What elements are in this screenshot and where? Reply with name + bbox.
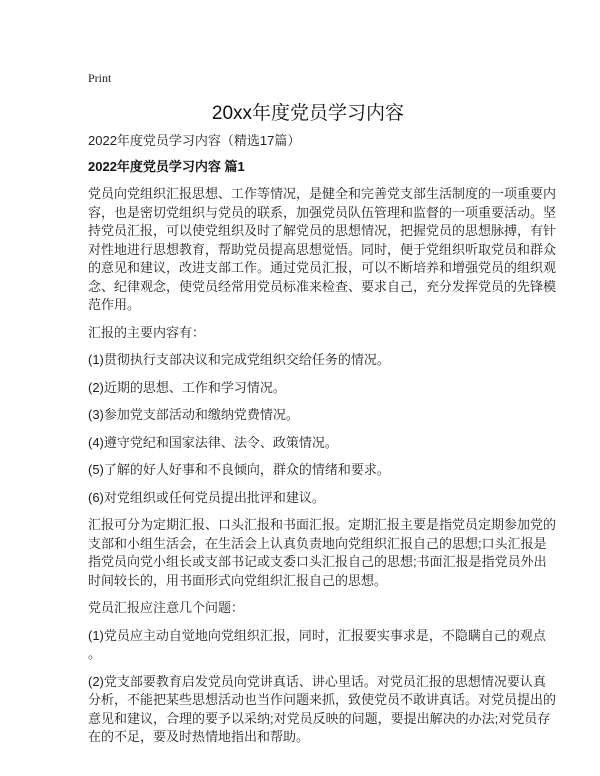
paragraph-line: 汇报可分为定期汇报、口头汇报和书面汇报。定期汇报主要是指党员定期参加党的 xyxy=(88,517,557,532)
paragraph-line: 的意见和建议，改进支部工作。通过党员汇报，可以不断培养和增强党员的组织观 xyxy=(88,260,557,275)
document-body xyxy=(88,185,557,747)
paragraph-line: (2)党支部要教育启发党员向党讲真话、讲心里话。对党员汇报的思想情况要认真 xyxy=(88,673,546,689)
paragraph xyxy=(88,627,546,664)
paragraph-line: 持党员汇报，可以使党组织及时了解党员的思想情况，把握党员的思想脉搏，有针 xyxy=(88,223,557,238)
paragraph-line: 支部和小组生活会，在生活会上认真负责地向党组织汇报自己的思想;口头汇报是 xyxy=(88,535,547,551)
paragraph-line: 念、纪律观念，使党员经常用党员标准来检查、要求自己，充分发挥党员的先锋模 xyxy=(88,278,557,294)
paragraph xyxy=(88,351,528,370)
section-heading: 2022年度党员学习内容 篇1 xyxy=(88,159,245,174)
paragraph-line: (1)贯彻执行支部决议和完成党组织交给任务的情况。 xyxy=(88,352,390,367)
paragraph-line: (3)参加党支部活动和缴纳党费情况。 xyxy=(88,407,299,422)
paragraph-line: 范作用。 xyxy=(88,297,141,312)
paragraph xyxy=(88,673,557,747)
paragraph-line: 意见和建议，合理的要予以采纳;对党员反映的问题，要提出解决的办法;对党员存 xyxy=(88,710,551,726)
paragraph xyxy=(88,461,528,480)
paragraph-line: 容，也是密切党组织与党员的联系，加强党员队伍管理和监督的一项重要活动。坚 xyxy=(88,204,557,220)
document-page xyxy=(88,70,557,747)
paragraph xyxy=(88,324,528,343)
paragraph-line: 时间较长的，用书面形式向党组织汇报自己的思想。 xyxy=(88,572,388,588)
paragraph-line: 汇报的主要内容有： xyxy=(88,324,206,340)
paragraph-line: 。 xyxy=(88,646,102,661)
paragraph-line: (6)对党组织或任何党员提出批评和建议。 xyxy=(88,489,325,505)
paragraph-line: (4)遵守党纪和国家法律、法令、政策情况。 xyxy=(88,434,338,450)
paragraph xyxy=(88,489,528,508)
paragraph xyxy=(88,516,557,590)
paragraph-line: 在的不足，要及时热情地指出和帮助。 xyxy=(88,729,310,744)
paragraph-line: (2)近期的思想、工作和学习情况。 xyxy=(88,379,286,395)
document-subtitle: 2022年度党员学习内容（精选17篇） xyxy=(88,133,301,148)
paragraph-line: (1)党员应主动自觉地向党组织汇报，同时，汇报要实事求是，不隐瞒自己的观点 xyxy=(88,627,546,643)
paragraph xyxy=(88,379,528,398)
paragraph xyxy=(88,599,528,618)
page-title: 20xx年度党员学习内容 xyxy=(211,103,405,124)
paragraph-line: 指党员向党小组长或支部书记或支委口头汇报自己的思想;书面汇报是指党员外出 xyxy=(88,554,547,569)
paragraph xyxy=(88,434,528,453)
paragraph-line: 党员向党组织汇报思想、工作等情况，是健全和完善党支部生活制度的一项重要内 xyxy=(88,186,557,201)
print-link[interactable]: Print xyxy=(88,71,112,85)
paragraph-line: 分析，不能把某些思想活动也当作问题来抓，致使党员不敢讲真话。对党员提出的 xyxy=(88,692,557,707)
paragraph-line: 对性地进行思想教育，帮助党员提高思想觉悟。同时，便于党组织听取党员和群众 xyxy=(88,241,557,257)
paragraph-line: (5)了解的好人好事和不良倾向，群众的情绪和要求。 xyxy=(88,462,390,477)
paragraph xyxy=(88,185,557,315)
paragraph xyxy=(88,406,528,425)
paragraph-line: 党员汇报应注意几个问题： xyxy=(88,600,245,615)
